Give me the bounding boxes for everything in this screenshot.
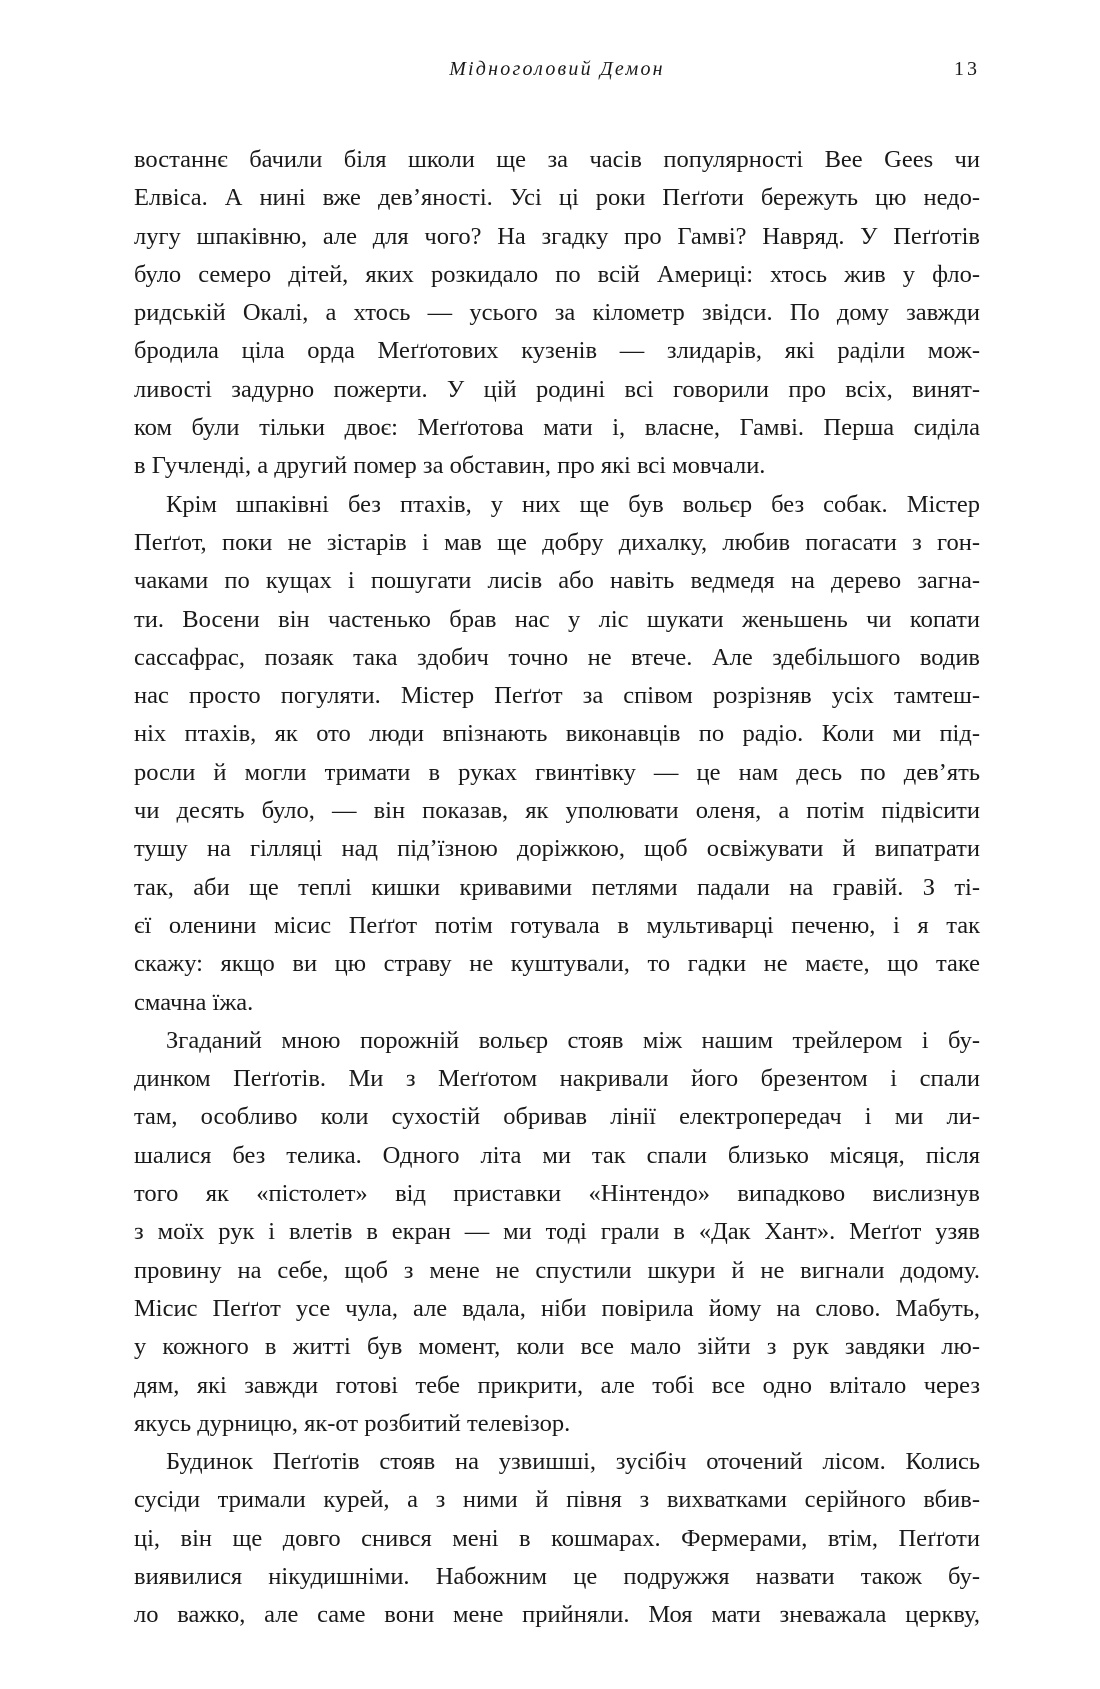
paragraph-1 (134, 141, 980, 486)
text-line: смачна їжа. (134, 988, 254, 1016)
text-line: тушу на гілляці над під’їзною доріжкою, щоб освіжувати й випатрати (134, 835, 980, 863)
text-line: сусіди тримали курей, а з ними й півня з вихватками серійного вбив- (134, 1486, 980, 1514)
text-line: в Гучленді, а другий помер за обставин, про які всі мовчали. (134, 452, 766, 480)
running-title: Мідноголовий Демон (449, 58, 665, 80)
text-line: Згаданий мною порожній вольєр стояв між нашим трейлером і бу- (166, 1026, 980, 1054)
text-line: єї оленини місис Пеґґот потім готувала в мультиварці печеню, і я так (134, 911, 980, 939)
text-line: провину на себе, щоб з мене не спустили шкури й не вигнали додому. (134, 1256, 980, 1284)
text-line: того як «пістолет» від приставки «Нінтендо» випадково вислизнув (134, 1180, 980, 1208)
text-line: росли й могли тримати в руках гвинтівку — це нам десь по дев’ять (134, 758, 980, 786)
text-line: у кожного в житті був момент, коли все мало зійти з рук завдяки лю- (134, 1333, 980, 1361)
text-line: Місис Пеґґот усе чула, але вдала, ніби повірила йому на слово. Мабуть, (134, 1294, 980, 1322)
text-line: нас просто погуляти. Містер Пеґґот за співом розрізняв усіх тамтеш- (134, 682, 980, 710)
page-number: 13 (954, 58, 980, 80)
text-line: Пеґґот, поки не зістарів і мав ще добру дихалку, любив погасати з гон- (134, 528, 980, 556)
text-line: бродила ціла орда Меґґотових кузенів — злидарів, які раділи мож- (134, 337, 980, 365)
text-line: так, аби ще теплі кишки кривавими петлями падали на гравій. З ті- (134, 873, 980, 901)
text-line: з моїх рук і влетів в екран — ми тоді грали в «Дак Хант». Меґґот узяв (134, 1218, 980, 1246)
text-line: чаками по кущах і пошугати лисів або навіть ведмедя на дерево загна- (134, 567, 980, 595)
body-text (134, 141, 980, 1635)
text-line: динком Пеґґотів. Ми з Меґґотом накривали його брезентом і спали (134, 1065, 980, 1093)
text-line: сассафрас, позаяк така здобич точно не втече. Але здебільшого водив (134, 643, 980, 671)
text-line: шалися без телика. Одного літа ми так спали близько місяця, після (134, 1141, 980, 1169)
text-line: ливості задурно пожерти. У цій родині всі говорили про всіх, винят- (134, 375, 980, 403)
text-line: Крім шпаківні без птахів, у них ще був вольєр без собак. Містер (166, 490, 980, 518)
text-line: лугу шпаківню, але для чого? На згадку про Гамві? Навряд. У Пеґґотів (134, 222, 980, 250)
running-header (134, 56, 980, 86)
text-line: ніх птахів, як ото люди впізнають виконавців по радіо. Коли ми під- (134, 720, 980, 748)
text-line: чи десять було, — він показав, як уполювати оленя, а потім підвісити (134, 797, 980, 825)
text-line: якусь дурницю, як-от розбитий телевізор. (134, 1409, 571, 1437)
paragraph-4 (134, 1443, 980, 1634)
paragraph-3 (134, 1022, 980, 1443)
text-line: було семеро дітей, яких розкидало по всій Америці: хтось жив у фло- (134, 260, 980, 288)
text-line: востаннє бачили біля школи ще за часів популярності Bee Gees чи (134, 146, 980, 173)
text-line: Елвіса. А нині вже дев’яності. Усі ці роки Пеґґоти бережуть цю недо- (134, 184, 980, 212)
text-line: там, особливо коли сухостій обривав лінії електропередач і ми ли- (134, 1103, 980, 1131)
text-line: ло важко, але саме вони мене прийняли. Моя мати зневажала церкву, (134, 1601, 980, 1629)
paragraph-2 (134, 486, 980, 1022)
text-line: виявилися нікудишніми. Набожним це подружжя назвати також бу- (134, 1562, 980, 1590)
text-line: ридській Окалі, а хтось — усього за кілометр звідси. По дому завжди (134, 299, 980, 327)
text-line: дям, які завжди готові тебе прикрити, але тобі все одно влітало через (134, 1371, 980, 1399)
text-line: ти. Восени він частенько брав нас у ліс шукати женьшень чи копати (134, 605, 980, 633)
text-line: Будинок Пеґґотів стояв на узвишші, зусібіч оточений лісом. Колись (166, 1448, 980, 1476)
text-line: скажу: якщо ви цю страву не куштували, то гадки не маєте, що таке (134, 950, 980, 978)
text-line: ці, він ще довго снився мені в кошмарах. Фермерами, втім, Пеґґоти (134, 1524, 980, 1552)
text-line: ком були тільки двоє: Меґґотова мати і, власне, Гамві. Перша сиділа (134, 414, 980, 442)
